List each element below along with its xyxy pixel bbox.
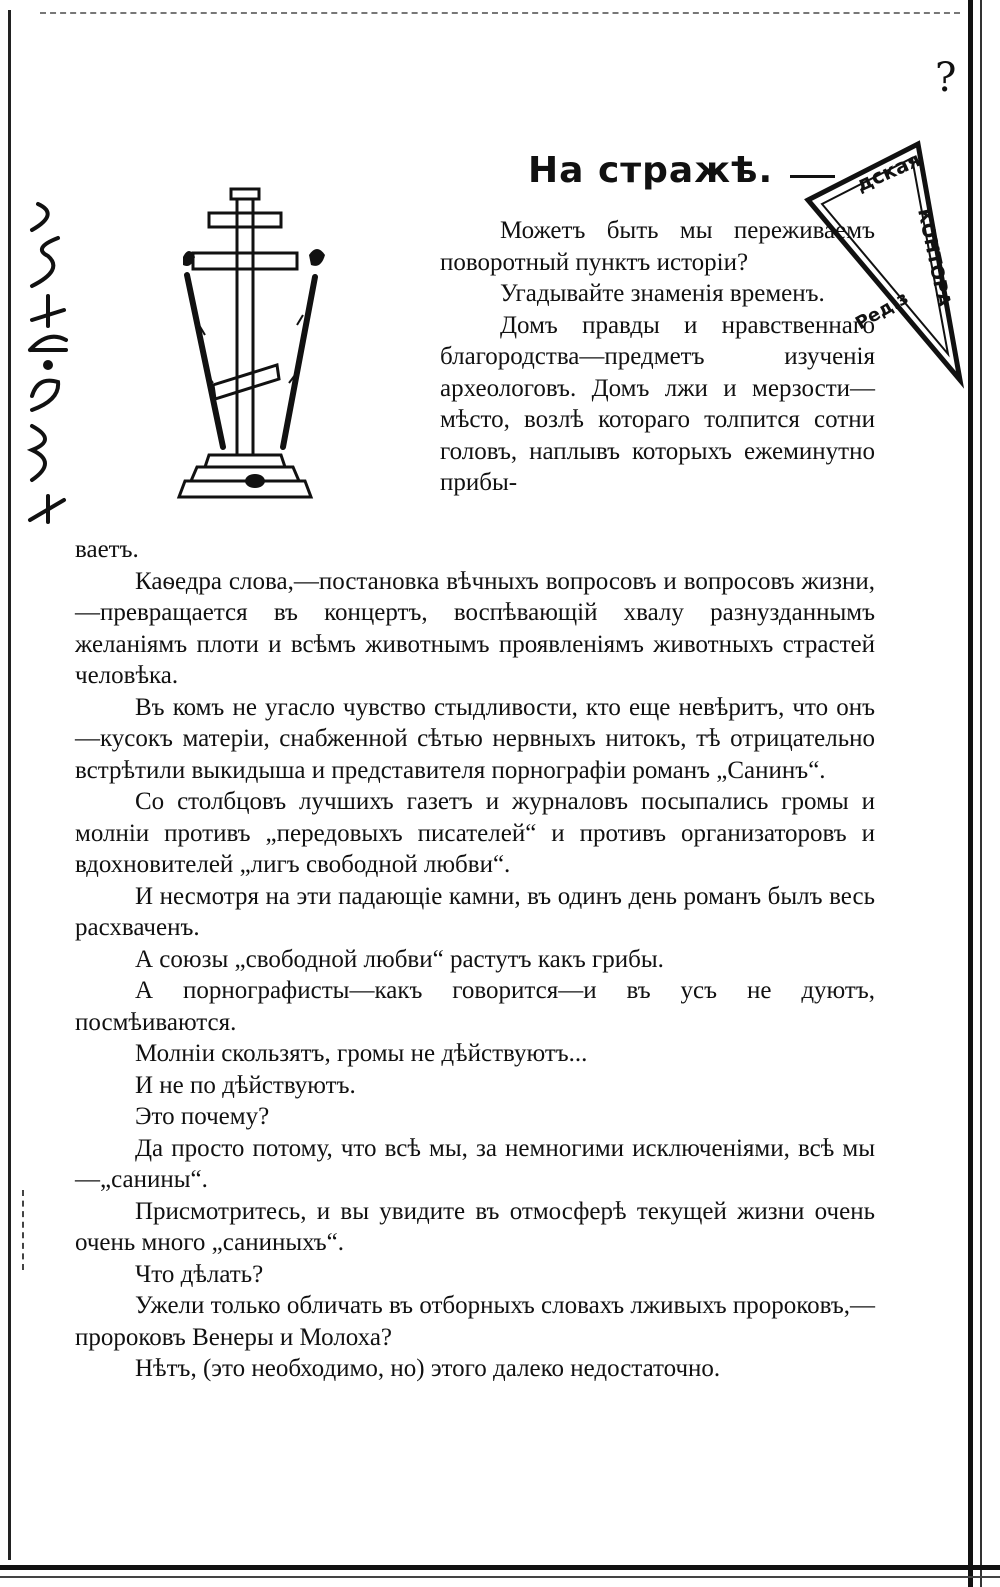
stamp-line2: КОНТОРА xyxy=(913,206,955,309)
body-paragraph-5: И несмотря на эти падающіе камни, въ одинъ день романъ былъ весь расхваченъ. xyxy=(75,882,875,941)
article-body xyxy=(75,534,875,1385)
body-paragraph-8: Молніи скользятъ, громы не дѣйствуютъ... xyxy=(135,1040,588,1067)
left-border-dashes xyxy=(22,1190,24,1270)
body-paragraph-15: Нѣтъ, (это необходимо, но) этого далеко недостаточно. xyxy=(135,1355,721,1382)
top-border xyxy=(40,12,960,14)
stamp-line3: Ред.з xyxy=(852,287,913,335)
body-paragraph-2: Каѳедра слова,—постановка вѣчныхъ вопросовъ и вопросовъ жизни,—превращается въ концертъ, воспѣвающій хвалу разнузданнымъ желаніямъ плоти и всѣмъ животнымъ проявленіямъ животныхъ страстей человѣка. xyxy=(75,567,875,689)
body-paragraph-4: Со столбцовъ лучшихъ газетъ и журналовъ посыпались громы и молніи противъ „передовыхъ писателей“ и противъ организаторовъ и вдохновителей „лигъ свободной любви“. xyxy=(75,788,875,878)
bottom-border xyxy=(0,1565,1000,1570)
body-paragraph-9: И не по дѣйствуютъ. xyxy=(135,1071,356,1099)
body-paragraph-7: А порнографисты—какъ говорится—и въ усъ не дуютъ, посмѣиваются. xyxy=(75,977,875,1036)
body-paragraph-6: А союзы „свободной любви“ растутъ какъ грибы. xyxy=(135,945,664,973)
body-paragraph-14: Ужели только обличать въ отборныхъ словахъ лживыхъ пророковъ,—пророковъ Венеры и Молоха? xyxy=(75,1292,875,1351)
article-title: На стражѣ. xyxy=(528,150,774,191)
intro-column xyxy=(440,215,875,499)
intro-paragraph-2: Угадывайте знаменія временъ. xyxy=(500,280,825,307)
body-paragraph-12: Присмотритесь, и вы увидите въ отмосферѣ текущей жизни очень очень много „саниныхъ“. xyxy=(75,1197,875,1256)
right-border-thin xyxy=(980,0,982,1587)
stamp-line1: дская xyxy=(852,147,925,197)
body-paragraph-13: Что дѣлать? xyxy=(135,1260,264,1288)
handwritten-margin-note xyxy=(18,200,78,530)
body-paragraph-10: Это почему? xyxy=(135,1103,270,1130)
bottom-border-thin xyxy=(0,1576,1000,1578)
body-paragraph-3: Въ комъ не угасло чувство стыдливости, кто еще невѣритъ, что онъ—кусокъ матеріи, снабженной сѣтью нервныхъ нитокъ, тѣ отрицательно встрѣтили выкидыша и представителя порнографіи романъ „Санинъ“. xyxy=(75,693,875,784)
orthodox-cross-illustration xyxy=(175,185,335,505)
intro-paragraph-3: Домъ правды и нравственнаго благородства—предметъ изученія археологовъ. Домъ лжи и мерзости—мѣсто, возлѣ котораго толпится сотни головъ, наплывъ которыхъ ежеминутно прибы- xyxy=(440,311,875,496)
body-paragraph-11: Да просто потому, что всѣ мы, за немногими исключеніями, всѣ мы—„санины“. xyxy=(75,1134,875,1193)
corner-mark: ? xyxy=(935,55,957,101)
left-border xyxy=(8,10,11,1560)
intro-paragraph-1: Можетъ быть мы переживаемъ поворотный пунктъ исторіи? xyxy=(440,217,875,276)
body-paragraph-1: ваетъ. xyxy=(75,536,139,563)
